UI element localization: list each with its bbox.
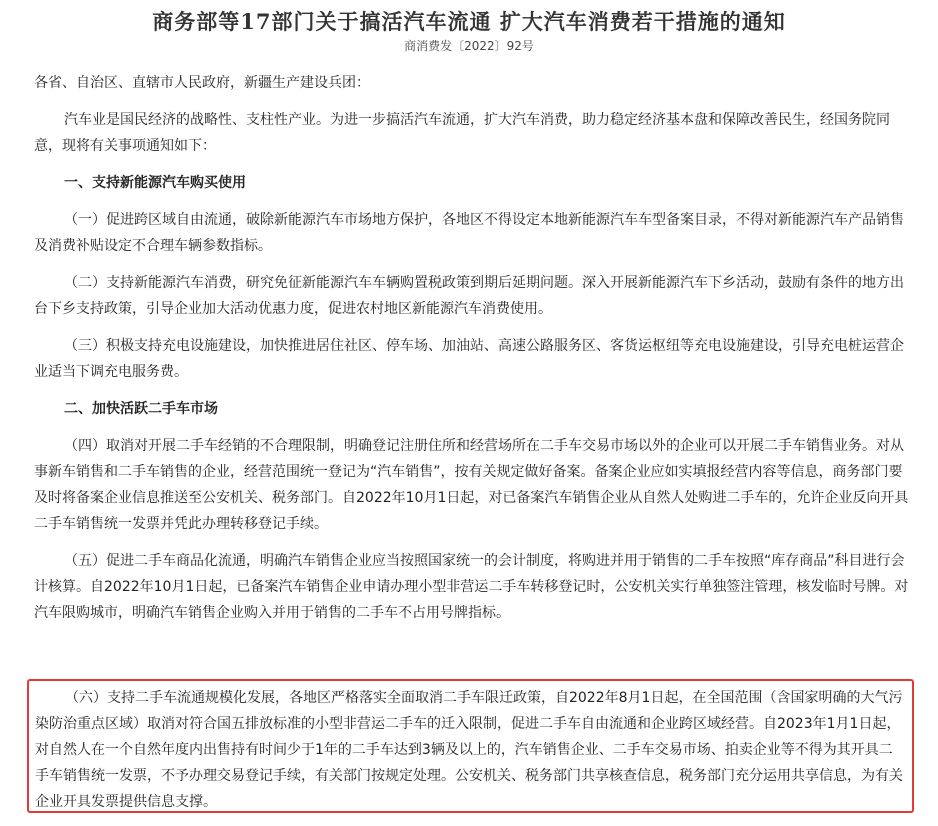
measure-item-1: （一）促进跨区域自由流通，破除新能源汽车市场地方保护，各地区不得设定本地新能源汽车车型备案目录，不得对新能源汽车产品销售及消费补贴设定不合理车辆参数指标。 bbox=[34, 212, 904, 254]
measure-item-3: （三）积极支持充电设施建设，加快推进居住社区、停车场、加油站、高速公路服务区、客货运枢纽等充电设施建设，引导充电桩运营企业适当下调充电服务费。 bbox=[34, 338, 904, 380]
measure-item-5: （五）促进二手车商品化流通，明确汽车销售企业应当按照国家统一的会计制度，将购进并用于销售的二手车按照“库存商品”科目进行会计核算。自2022年10月1日起，已备案汽车销售企业申请办理小型非营运二手车转移登记时，公安机关实行单独签注管理，核发临时号牌。对汽车限购城市，明确汽车销售企业购入并用于销售的二手车不占用号牌指标。 bbox=[34, 553, 909, 621]
highlighted-measure-box bbox=[27, 679, 914, 813]
measure-item-6: （六）支持二手车流通规模化发展，各地区严格落实全面取消二手车限迁政策，自2022年8月1日起，在全国范围（含国家明确的大气污染防治重点区域）取消对符合国五排放标准的小型非营运二手车的迁入限制，促进二手车自由流通和企业跨区域经营。自2023年1月1日起，对自然人在一个自然年度内出售持有时间少于1年的二手车达到3辆及以上的，汽车销售企业、二手车交易市场、拍卖企业等不得为其开具二手车销售统一发票，不予办理交易登记手续，有关部门按规定处理。公安机关、税务部门共享核查信息，税务部门充分运用共享信息，为有关企业开具发票提供信息支撑。 bbox=[35, 690, 903, 810]
addressee: 各省、自治区、直辖市人民政府，新疆生产建设兵团： bbox=[34, 75, 370, 91]
measure-item-2: （二）支持新能源汽车消费，研究免征新能源汽车车辆购置税政策到期后延期问题。深入开展新能源汽车下乡活动，鼓励有条件的地方出台下乡支持政策，引导企业加大活动优惠力度，促进农村地区新能源汽车消费使用。 bbox=[34, 275, 904, 317]
intro-paragraph: 汽车业是国民经济的战略性、支柱性产业。为进一步搞活汽车流通，扩大汽车消费，助力稳定经济基本盘和保障改善民生，经国务院同意，现将有关事项通知如下： bbox=[34, 112, 890, 154]
section-heading-2: 二、加快活跃二手车市场 bbox=[64, 401, 218, 417]
document-body bbox=[34, 70, 910, 637]
document-number: 商消费发〔2022〕92号 bbox=[404, 39, 534, 53]
section-heading-1: 一、支持新能源汽车购买使用 bbox=[64, 175, 246, 191]
document-title: 商务部等17部门关于搞活汽车流通 扩大汽车消费若干措施的通知 bbox=[152, 9, 786, 34]
measure-item-4: （四）取消对开展二手车经销的不合理限制，明确登记注册住所和经营场所在二手车交易市场以外的企业可以开展二手车销售业务。对从事新车销售和二手车销售的企业，经营范围统一登记为“汽车销售”，按有关规定做好备案。备案企业应如实填报经营内容等信息，商务部门要及时将备案企业信息推送至公安机关、税务部门。自2022年10月1日起，对已备案汽车销售企业从自然人处购进二手车的，允许企业反向开具二手车销售统一发票并凭此办理转移登记手续。 bbox=[34, 438, 909, 532]
